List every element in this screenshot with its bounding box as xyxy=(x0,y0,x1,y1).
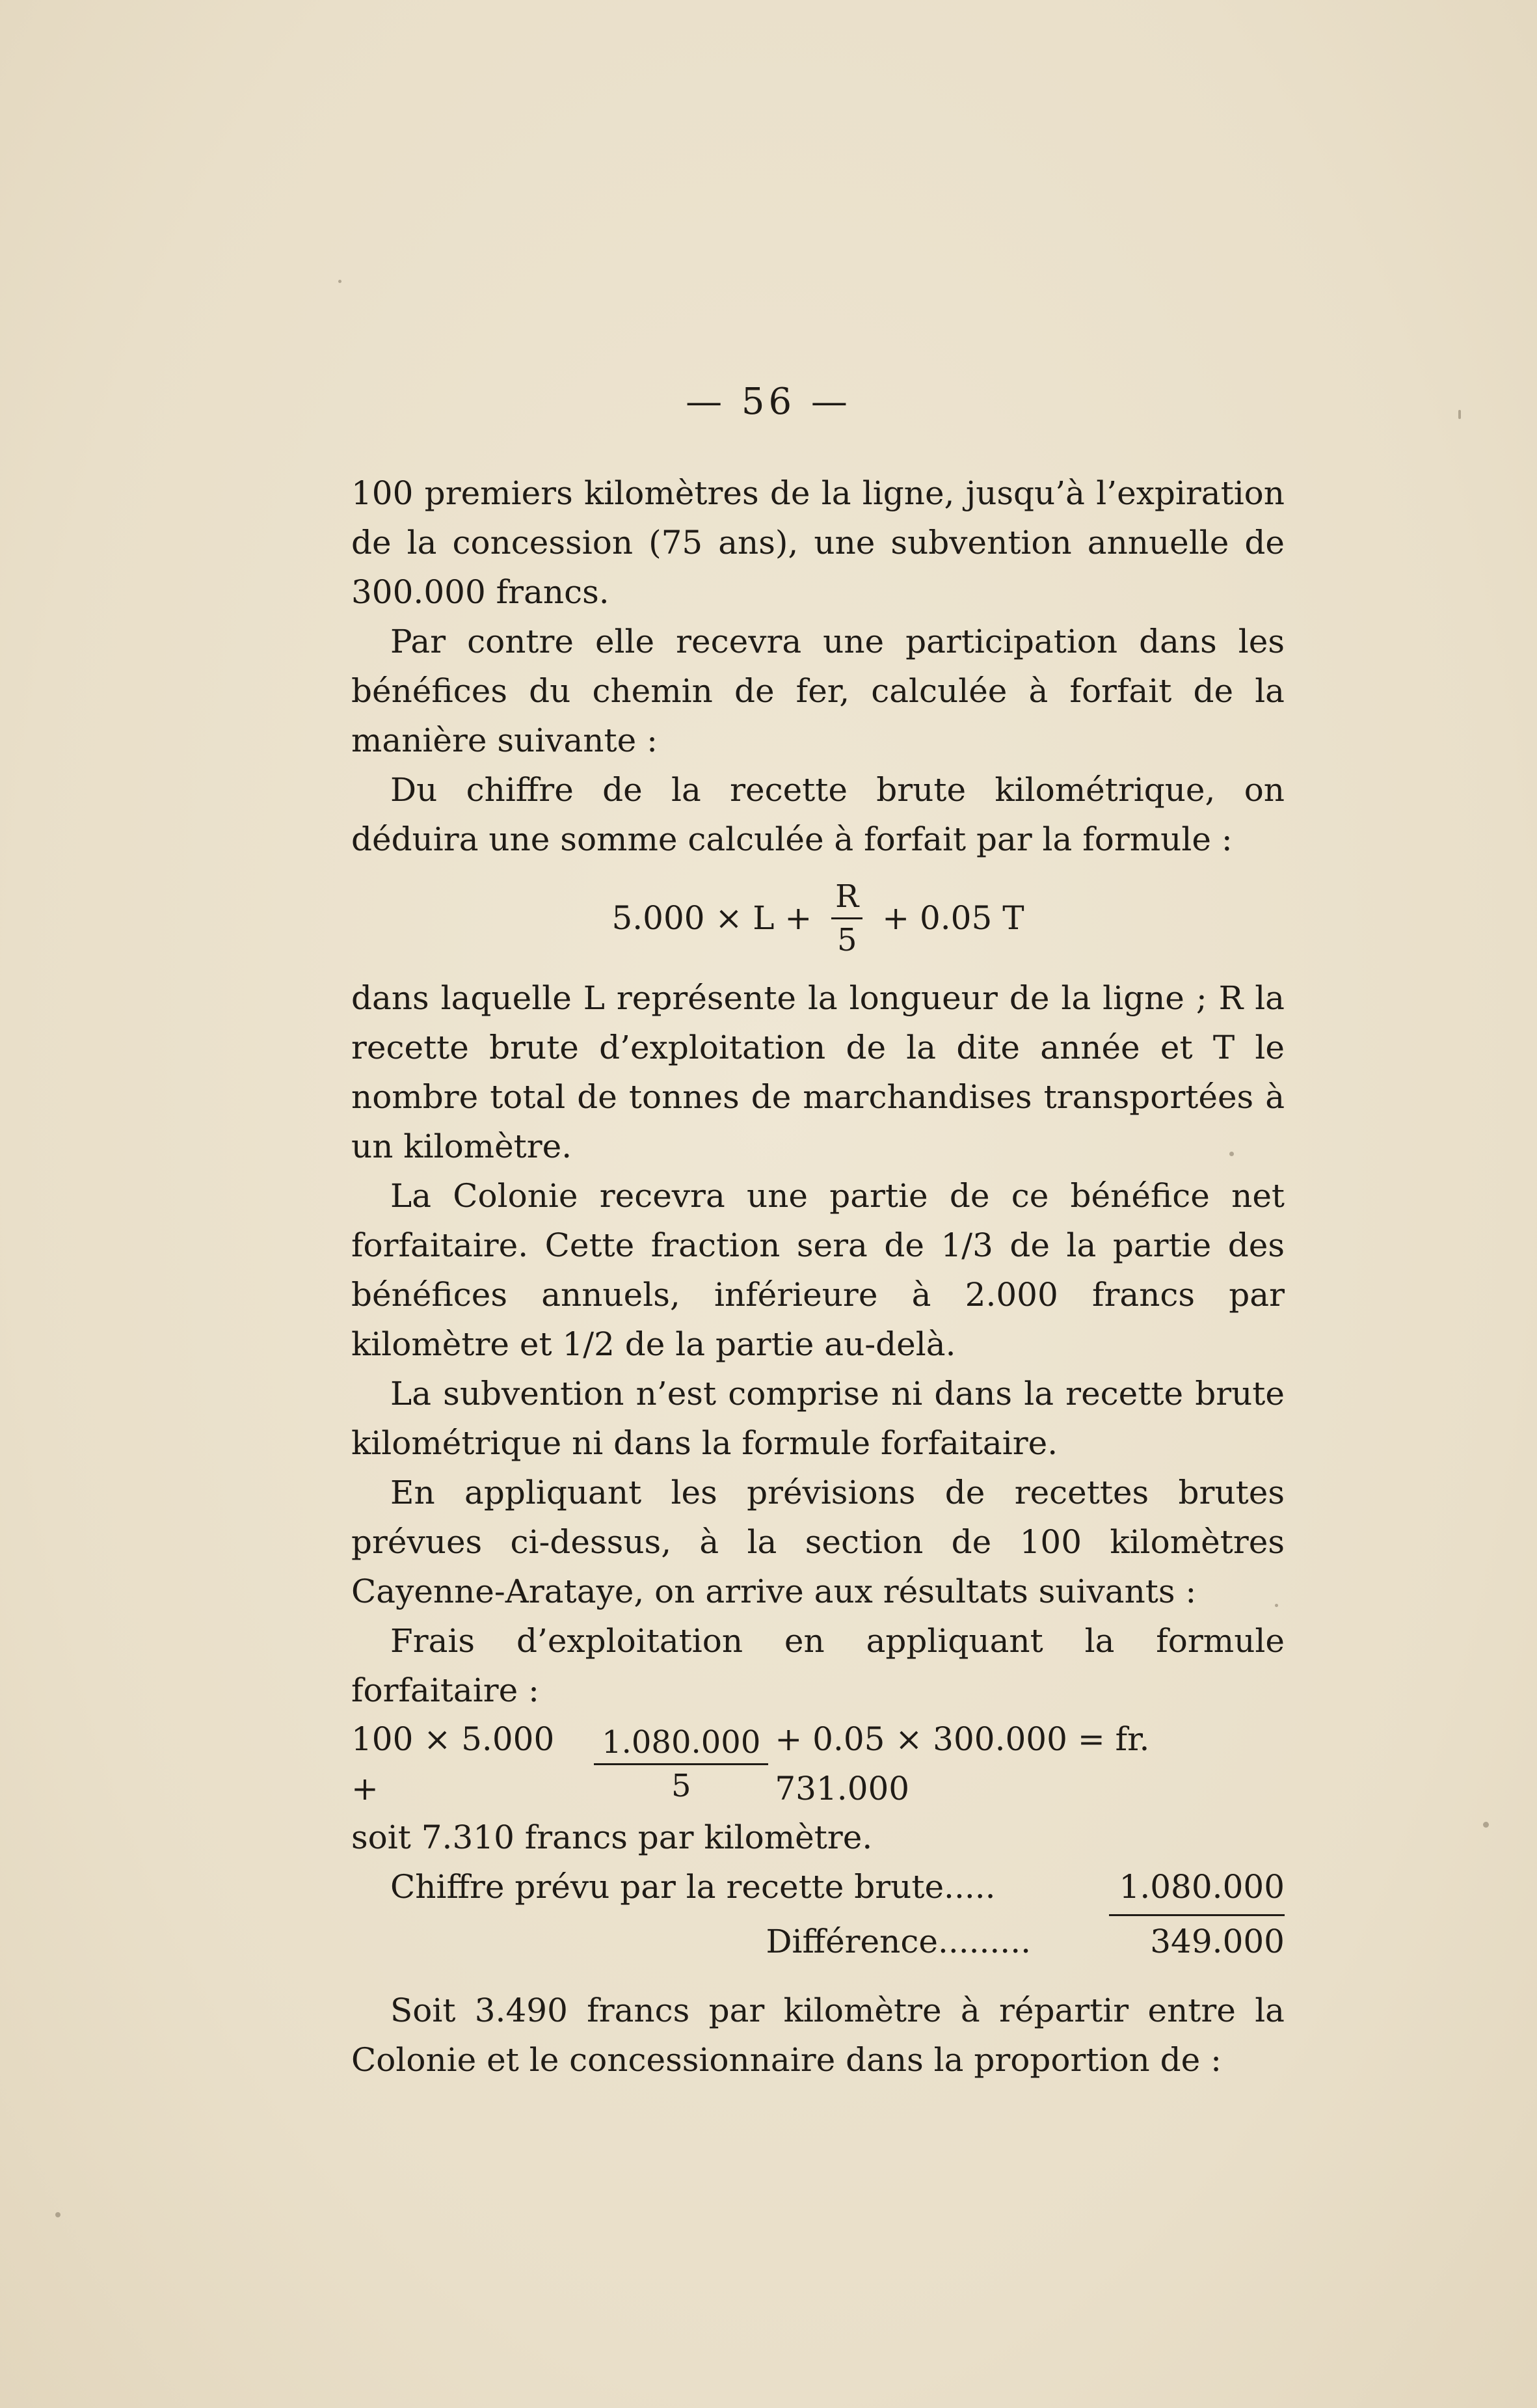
paper-speck xyxy=(1229,1152,1234,1156)
difference-value: 349.000 xyxy=(1150,1923,1285,1960)
calculation-formula xyxy=(351,1715,1285,1813)
calculation-numerator: 1.080.000 xyxy=(602,1724,761,1761)
gross-receipts-row xyxy=(351,1862,1285,1917)
paragraph-1: 100 premiers kilomètres de la ligne, jusqu’à l’expiration de la concession (75 ans), une subvention annuelle de 300.000 francs. xyxy=(351,474,1285,611)
formula-left-term: 5.000 × L + xyxy=(611,899,823,937)
difference-label: Différence......... xyxy=(766,1923,1031,1960)
paper-speck xyxy=(1275,1604,1278,1607)
paragraph-10: Soit 3.490 francs par kilomètre à répartir entre la Colonie et le concessionnaire dans la proportion de : xyxy=(351,1992,1285,2079)
paragraph-3: Du chiffre de la recette brute kilométrique, on déduira une somme calculée à forfait par la formule : xyxy=(351,771,1285,858)
paper-speck xyxy=(1458,410,1461,419)
paragraph-9: soit 7.310 francs par kilomètre. xyxy=(351,1819,873,1856)
page-body xyxy=(351,468,1285,2085)
calculation-left-term: 100 × 5.000 + xyxy=(351,1720,555,1807)
paragraph-8: Frais d’exploitation en appliquant la formule forfaitaire : xyxy=(351,1622,1285,1709)
formula-right-term: + 0.05 T xyxy=(872,899,1024,937)
gross-receipts-label: Chiffre prévu par la recette brute..... xyxy=(390,1868,996,1906)
calculation-denominator: 5 xyxy=(671,1767,691,1804)
paper-speck xyxy=(1483,1822,1489,1828)
paragraph-2: Par contre elle recevra une participation dans les bénéfices du chemin de fer, calculée à forfait de la manière suivante : xyxy=(351,623,1285,759)
forfait-formula xyxy=(351,869,1285,967)
page-number: — 56 — xyxy=(686,381,851,423)
fraction-numerator: R xyxy=(835,878,859,915)
paper-speck xyxy=(55,2212,60,2217)
calculation-right-term: + 0.05 × 300.000 = fr. 731.000 xyxy=(775,1720,1150,1807)
paragraph-7: En appliquant les prévisions de recettes brutes prévues ci-dessus, à la section de 100 kilomètres Cayenne-Arataye, on arrive aux résultats suivants : xyxy=(351,1474,1285,1610)
formula-fraction xyxy=(831,876,862,961)
calculation-fraction xyxy=(594,1722,768,1807)
fraction-denominator: 5 xyxy=(836,921,857,958)
paragraph-4: dans laquelle L représente la longueur de la ligne ; R la recette brute d’exploitation de la dite année et T le nombre total de tonnes de marchandises transportées à un kilomètre. xyxy=(351,979,1285,1165)
gross-receipts-value: 1.080.000 xyxy=(1109,1862,1285,1916)
paragraph-5: La Colonie recevra une partie de ce bénéfice net forfaitaire. Cette fraction sera de 1/3 de la partie des bénéfices annuels, inférieure à 2.000 francs par kilomètre et 1/2 de la partie au-delà. xyxy=(351,1177,1285,1363)
paper-speck xyxy=(338,280,341,283)
paragraph-6: La subvention n’est comprise ni dans la recette brute kilométrique ni dans la formule forfaitaire. xyxy=(351,1375,1285,1462)
difference-row xyxy=(351,1917,1285,1971)
